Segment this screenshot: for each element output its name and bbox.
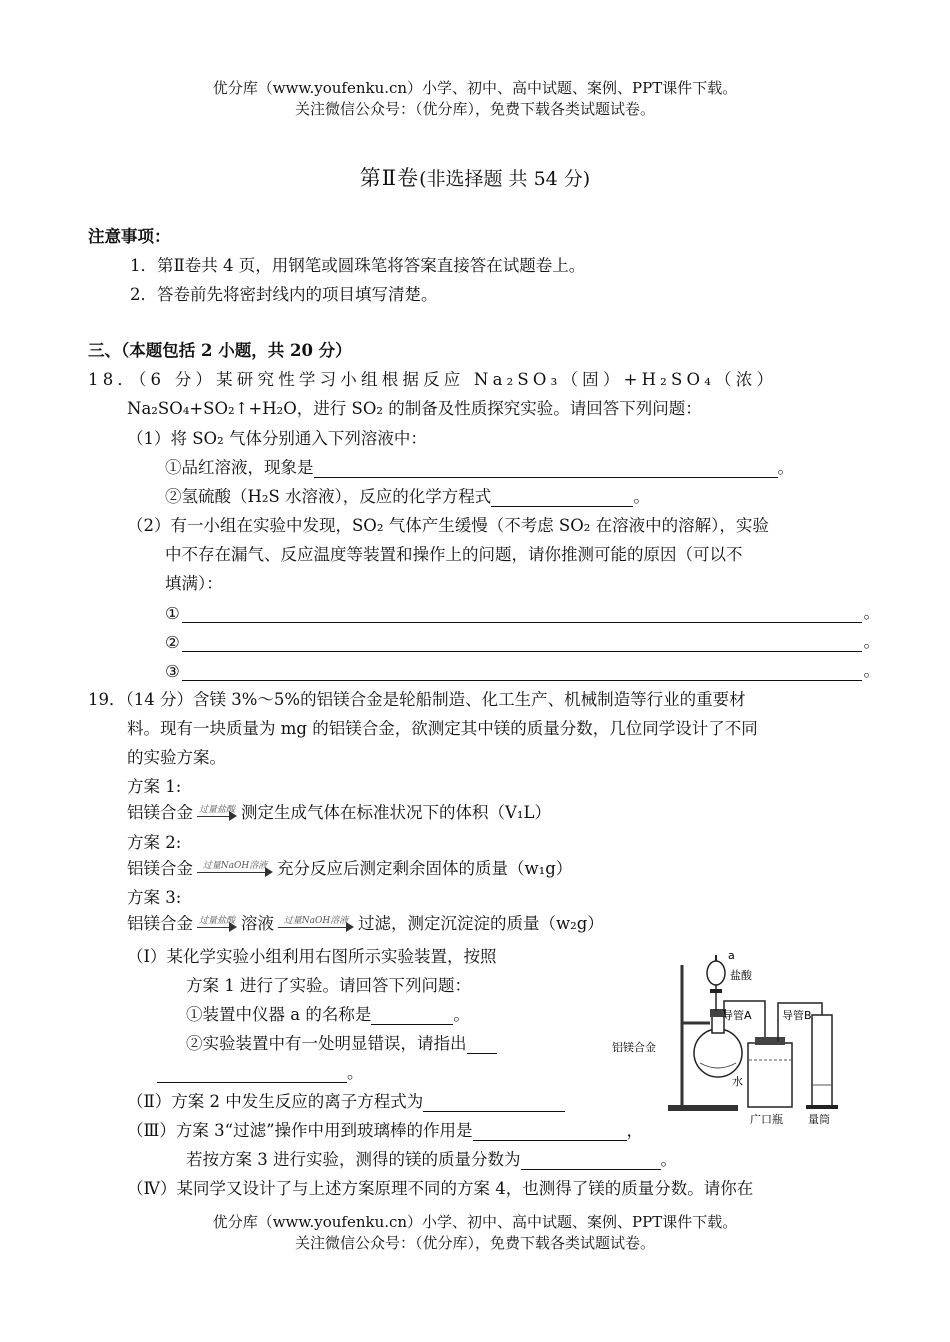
q19-iv: （Ⅳ）某同学又设计了与上述方案原理不同的方案 4，也测得了镁的质量分数。请你在 [127, 1179, 754, 1198]
plan-3-label: 方案 3: [127, 888, 182, 907]
header-line-2: 关注微信公众号：（优分库），免费下载各类试题试卷。 [294, 100, 655, 118]
q19-i-q1-text: ①装置中仪器 a 的名称是 [186, 1005, 372, 1024]
period: 。 [863, 661, 880, 680]
plan-1-flow [127, 799, 551, 824]
q19-line-2: 料。现有一块质量为 mg 的铝镁合金，欲测定其中镁的质量分数，几位同学设计了不同 [127, 719, 758, 738]
footer-line-2: 关注微信公众号：（优分库），免费下载各类试题试卷。 [294, 1234, 655, 1252]
period: 。 [863, 603, 880, 622]
q19-i-line-1: （Ⅰ）某化学实验小组利用右图所示实验装置，按照 [127, 947, 497, 966]
answer-blank[interactable] [182, 634, 862, 652]
label-water: 水 [732, 1075, 743, 1088]
q18-part-1b-text: ②氢硫酸（H₂S 水溶液），反应的化学方程式 [165, 487, 492, 506]
q18-line-2: Na₂SO₄+SO₂↑+H₂O，进行 SO₂ 的制备及性质探究实验。请回答下列问题： [127, 399, 702, 418]
plan-3-mid: 溶液 [241, 914, 274, 933]
period: 。 [453, 1005, 470, 1024]
q18-part-1: （1）将 SO₂ 气体分别通入下列溶液中： [127, 429, 427, 448]
q19-ii-text: （Ⅱ）方案 2 中发生反应的离子方程式为 [127, 1092, 424, 1111]
flask [694, 1029, 742, 1077]
q19-i-q2-cont [157, 1059, 364, 1083]
plan-3-end: 过滤，测定沉淀淀的质量（w₂g） [358, 914, 604, 933]
q18-part-1a [165, 454, 794, 478]
arrow-condition: 过量盐酸 [198, 915, 235, 926]
label-cylinder: 量筒 [808, 1113, 830, 1126]
reaction-arrow [195, 915, 239, 935]
notice-item-2: 2．答卷前先将密封线内的项目填写清楚。 [130, 285, 438, 304]
measuring-cylinder [812, 1015, 832, 1107]
reaction-arrow [276, 915, 356, 935]
arrow-condition: 过量NaOH溶液 [283, 915, 349, 926]
answer-blank[interactable] [521, 1152, 661, 1170]
label-alloy: 铝镁合金 [612, 1041, 656, 1054]
stand-base [668, 1105, 738, 1111]
arrow-condition: 过量盐酸 [198, 804, 235, 815]
section-3-heading: 三、（本题包括 2 小题，共 20 分） [88, 341, 352, 360]
answer-blank[interactable] [314, 460, 778, 478]
plan-2-flow [127, 855, 572, 880]
footer-line-1: 优分库（www.youfenku.cn）小学、初中、高中试题、案例、PPT课件下载。 [212, 1213, 738, 1231]
q19-i-q1 [186, 1001, 470, 1025]
funnel [707, 961, 725, 985]
answer-blank[interactable] [182, 605, 862, 623]
notice-item-1: 1．第Ⅱ卷共 4 页，用钢笔或圆珠笔将答案直接答在试题卷上。 [130, 256, 586, 275]
label-a: a [728, 949, 735, 962]
q19-i-q2 [186, 1030, 497, 1054]
plan-3-start: 铝镁合金 [127, 914, 193, 933]
label-tube-a: 导管A [722, 1009, 752, 1022]
plan-2-start: 铝镁合金 [127, 859, 193, 878]
q19-iii-line-2-text: 若按方案 3 进行实验，测得的镁的质量分数为 [186, 1150, 521, 1169]
plan-1-end: 测定生成气体在标准状况下的体积（V₁L） [241, 803, 551, 822]
answer-blank[interactable] [371, 1007, 453, 1025]
q18-line-1: 18．（6 分）某研究性学习小组根据反应 Na₂SO₃（固）+H₂SO₄（浓） [88, 370, 778, 389]
q18-reason-3 [165, 657, 880, 681]
circle-2: ② [165, 633, 180, 652]
q19-iii-line-2 [186, 1146, 677, 1170]
answer-blank[interactable] [473, 1123, 627, 1141]
q18-part-1b [165, 483, 650, 507]
arrow-condition: 过量NaOH溶液 [202, 860, 268, 871]
funnel-stopcock [710, 989, 722, 993]
q18-part-2-line-1: （2）有一小组在实验中发现，SO₂ 气体产生缓慢（不考虑 SO₂ 在溶液中的溶解），实验 [127, 516, 769, 535]
q19-line-1: 19．（14 分）含镁 3%～5%的铝镁合金是轮船制造、化工生产、机械制造等行业的重要材 [88, 690, 746, 709]
reaction-arrow [195, 860, 275, 880]
label-acid: 盐酸 [730, 969, 752, 982]
period: 。 [660, 1150, 677, 1169]
bottle-stopper [755, 1037, 785, 1045]
q19-line-3: 的实验方案。 [127, 748, 226, 767]
plan-2-end: 充分反应后测定剩余固体的质量（w₁g） [277, 859, 573, 878]
q18-part-1a-text: ①品红溶液，现象是 [165, 458, 314, 477]
plan-3-flow [127, 910, 604, 935]
flask-liquid [700, 1063, 736, 1068]
q18-reason-2 [165, 628, 880, 652]
label-bottle: 广口瓶 [750, 1113, 783, 1126]
plan-2-label: 方案 2: [127, 833, 182, 852]
wide-mouth-bottle [748, 1043, 792, 1107]
q18-part-2-line-2: 中不存在漏气、反应温度等装置和操作上的问题，请你推测可能的原因（可以不 [165, 545, 743, 564]
q19-iii-line-1 [127, 1117, 643, 1141]
apparatus-figure [610, 945, 850, 1130]
plan-1-label: 方案 1: [127, 777, 182, 796]
q18-reason-1 [165, 599, 880, 623]
label-tube-b: 导管B [782, 1009, 812, 1022]
period: 。 [777, 458, 794, 477]
section-title [0, 162, 950, 192]
tube-a [724, 1001, 765, 1043]
q19-iii-text: （Ⅲ）方案 3“过滤”操作中用到玻璃棒的作用是 [127, 1121, 473, 1140]
section-title-sub: (非选择题 共 54 分) [419, 168, 591, 190]
answer-blank[interactable] [467, 1036, 497, 1054]
period: 。 [863, 632, 880, 651]
q18-part-2-line-3: 填满）： [165, 574, 223, 593]
answer-blank[interactable] [157, 1065, 347, 1083]
header-line-1: 优分库（www.youfenku.cn）小学、初中、高中试题、案例、PPT课件下载。 [212, 79, 738, 97]
circle-3: ③ [165, 662, 180, 681]
answer-blank[interactable] [182, 663, 862, 681]
plan-1-start: 铝镁合金 [127, 803, 193, 822]
answer-blank[interactable] [491, 489, 633, 507]
comma: ， [626, 1121, 644, 1140]
notice-heading: 注意事项： [88, 227, 171, 246]
q19-i-line-2: 方案 1 进行了实验。请回答下列问题： [186, 976, 471, 995]
q19-ii [127, 1088, 565, 1112]
q19-i-q2-text: ②实验装置中有一处明显错误，请指出 [186, 1034, 467, 1053]
period: 。 [347, 1063, 364, 1082]
circle-1: ① [165, 604, 180, 623]
reaction-arrow [195, 804, 239, 824]
section-title-main: 第Ⅱ卷 [359, 166, 420, 190]
answer-blank[interactable] [423, 1094, 565, 1112]
period: 。 [633, 487, 650, 506]
